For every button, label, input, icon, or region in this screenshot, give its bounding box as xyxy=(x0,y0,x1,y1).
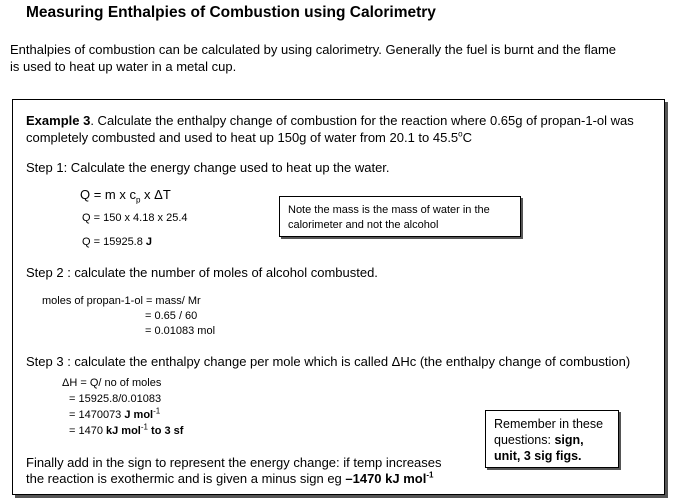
remember-line-2-text: questions: sign, xyxy=(494,433,584,447)
intro-line-2: is used to heat up water in a metal cup. xyxy=(10,59,237,74)
final-line-1: Finally add in the sign to represent the energy change: if temp increases xyxy=(26,455,442,470)
step2-heading: Step 2 : calculate the number of moles of alcohol combusted. xyxy=(26,265,378,280)
example-line-2 xyxy=(26,129,656,146)
step3-line-4-value: = 1470 xyxy=(69,425,107,437)
remember-line-3 xyxy=(494,448,610,464)
example-statement xyxy=(26,112,656,146)
step3-line-3-unit: J mol xyxy=(124,409,154,421)
step1-formula-b: x ΔT xyxy=(140,187,171,202)
example-label: Example 3 xyxy=(26,113,91,128)
remember-line-1: Remember in these xyxy=(494,417,604,431)
remember-line-2 xyxy=(494,432,610,448)
step2-line-2: = 0.65 / 60 xyxy=(145,310,198,322)
intro-line-1: Enthalpies of combustion can be calculated by using calorimetry. Generally the fuel is burnt and the flame xyxy=(10,42,617,57)
step3-line-3 xyxy=(69,406,161,421)
remember-sign: sign, xyxy=(554,433,584,447)
step3-heading: Step 3 : calculate the enthalpy change per mole which is called ΔHc (the enthalpy change of combustion) xyxy=(26,354,631,369)
step1-heading: Step 1: Calculate the energy change used to heat up the water. xyxy=(26,160,390,175)
remember-box xyxy=(485,410,619,468)
final-answer-sup: -1 xyxy=(426,470,434,480)
step1-calc: Q = 150 x 4.18 x 25.4 xyxy=(82,212,188,224)
step3-line-3-value: = 1470073 xyxy=(69,409,125,421)
step1-result xyxy=(82,236,152,248)
step2-line-1: moles of propan-1-ol = mass/ Mr xyxy=(42,295,201,307)
step3-line-2: = 15925.8/0.01083 xyxy=(69,393,162,405)
step3-line-4-unit: kJ mol xyxy=(106,425,141,437)
page-title: Measuring Enthalpies of Combustion using Calorimetry xyxy=(26,4,436,21)
example-text-b: completely combusted and used to heat up 150g of water from 20.1 to 45.5 xyxy=(26,130,459,145)
final-answer: –1470 kJ mol xyxy=(345,471,427,486)
note-line-2: calorimeter and not the alcohol xyxy=(288,219,439,231)
temp-unit: C xyxy=(462,130,473,145)
remember-line-3-text: unit, 3 sig figs. xyxy=(494,449,582,463)
degree-symbol: o xyxy=(458,129,463,139)
step3-line-4-sf: to 3 sf xyxy=(148,425,184,437)
step3-line-3-sup: -1 xyxy=(153,406,161,416)
step3-line-4 xyxy=(69,422,184,437)
step2-line-3: = 0.01083 mol xyxy=(145,325,216,337)
example-line-1 xyxy=(26,112,656,129)
step3-line-4-sup: -1 xyxy=(140,422,148,432)
step1-formula-sub: p xyxy=(135,195,141,205)
step1-result-unit: J xyxy=(145,236,153,248)
step3-line-1: ΔH = Q/ no of moles xyxy=(62,377,162,389)
step1-formula-a: Q = m x c xyxy=(80,187,136,202)
note-line-1: Note the mass is the mass of water in the xyxy=(288,204,490,216)
note-box xyxy=(279,196,521,237)
example-text-a: . Calculate the enthalpy change of combustion for the reaction where 0.65g of propan-1-ol was xyxy=(90,113,634,128)
step1-result-value: Q = 15925.8 xyxy=(82,236,146,248)
intro-paragraph xyxy=(10,41,670,75)
step1-formula xyxy=(80,187,171,205)
final-line-2-text: the reaction is exothermic and is given a minus sign eg xyxy=(26,471,346,486)
final-line-2 xyxy=(26,471,433,486)
